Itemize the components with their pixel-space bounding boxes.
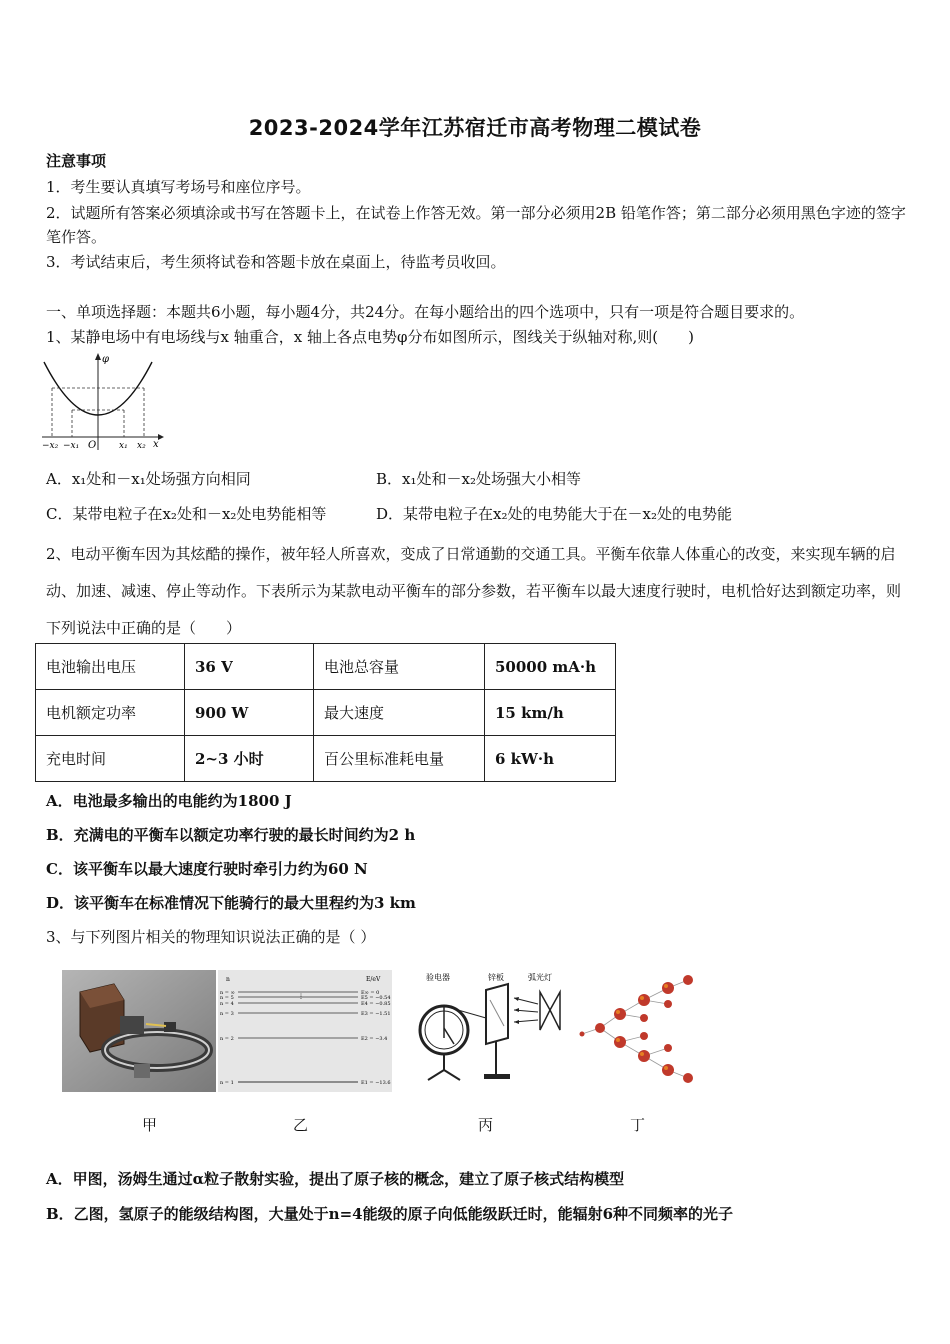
table-row	[36, 644, 616, 690]
energy-unit: E/eV	[366, 976, 381, 983]
n-header: n	[226, 976, 230, 983]
q1-option-a: A．x₁处和－x₁处场强方向相同	[46, 470, 251, 488]
e5-label: E5 = −0.54	[361, 995, 391, 1001]
table-cell: 百公里标准耗电量	[314, 736, 485, 782]
n5-label: n = 5	[220, 995, 234, 1001]
table-cell: 电机额定功率	[36, 690, 185, 736]
q2-option-a: A．电池最多输出的电能约为1800 J	[46, 792, 292, 810]
fig-ding-chain-reaction	[574, 970, 698, 1092]
e4-label: E4 = −0.85	[361, 1001, 391, 1007]
n4-label: n = 4	[220, 1001, 234, 1007]
table-cell: 充电时间	[36, 736, 185, 782]
fig-bing-photoelectric	[410, 970, 580, 1092]
table-row	[36, 736, 616, 782]
neg-x2-label: −x₂	[42, 441, 59, 451]
caption-bing: 丙	[478, 1116, 494, 1134]
table-cell: 36 V	[185, 644, 314, 690]
q2-option-c: C．该平衡车以最大速度行驶时牵引力约为60 N	[46, 860, 368, 878]
y-axis-arrow	[95, 353, 101, 360]
q1-option-b: B．x₁处和－x₂处场强大小相等	[376, 470, 581, 488]
caption-jia: 甲	[142, 1116, 158, 1134]
table-cell: 6 kW·h	[485, 736, 616, 782]
phi-label: φ	[102, 354, 110, 365]
table-cell: 最大速度	[314, 690, 485, 736]
q3-option-b: B．乙图，氢原子的能级结构图，大量处于n=4能级的原子向低能级跃迁时，能辐射6种不同频率的光子	[46, 1205, 734, 1223]
x-label: x	[153, 439, 159, 450]
table-cell: 15 km/h	[485, 690, 616, 736]
caption-ding: 丁	[630, 1116, 646, 1134]
table-cell: 50000 mA·h	[485, 644, 616, 690]
q2-params-table	[35, 643, 616, 782]
table-cell: 电池总容量	[314, 644, 485, 690]
notice-heading: 注意事项	[46, 152, 107, 170]
x-axis-arrow	[158, 434, 164, 440]
plate-label: 锌板	[488, 973, 504, 982]
origin-label: O	[88, 440, 97, 451]
n3-label: n = 3	[220, 1011, 234, 1017]
n1-label: n = 1	[220, 1080, 234, 1086]
q2-option-b: B．充满电的平衡车以额定功率行驶的最长时间约为2 h	[46, 826, 416, 844]
neg-x1-label: −x₁	[63, 441, 80, 451]
notice-item-1: 1．考生要认真填写考场号和座位序号。	[46, 178, 311, 196]
table-cell: 900 W	[185, 690, 314, 736]
e2-label: E2 = −3.4	[361, 1036, 388, 1042]
lamp-label: 弧光灯	[528, 973, 552, 982]
electroscope-label: 验电器	[426, 973, 450, 982]
arc-lamp	[540, 992, 550, 1030]
e-inf-label: E∞ = 0	[361, 990, 380, 996]
q1-option-d: D．某带电粒子在x₂处的电势能大于在－x₂处的电势能	[376, 505, 732, 523]
e1-label: E1 = −13.6	[361, 1080, 391, 1086]
e3-label: E3 = −1.51	[361, 1011, 391, 1017]
n-inf-label: n = ∞	[220, 990, 235, 996]
fig-jia-alpha-scattering	[62, 970, 216, 1092]
caption-yi: 乙	[293, 1116, 309, 1134]
q3-stem: 3、与下列图片相关的物理知识说法正确的是（ ）	[46, 928, 376, 946]
notice-item-3: 3．考试结束后，考生须将试卷和答题卡放在桌面上，待监考员收回。	[46, 253, 506, 271]
q2-stem: 2、电动平衡车因为其炫酷的操作，被年轻人所喜欢，变成了日常通勤的交通工具。平衡车依靠人体重心的改变，来实现车辆的启动、加速、减速、停止等动作。下表所示为某款电动平衡车的部分参数，若平衡车以最大速度行驶时，电机恰好达到额定功率，则下列说法中正确的是（ ）	[46, 545, 902, 637]
q1-potential-graph	[42, 350, 164, 452]
q3-option-a: A．甲图，汤姆生通过α粒子散射实验，提出了原子核的概念，建立了原子核式结构模型	[46, 1170, 625, 1188]
table-cell: 2~3 小时	[185, 736, 314, 782]
x2-label: x₂	[137, 441, 146, 451]
table-row	[36, 690, 616, 736]
dots-marker: ⋮	[298, 993, 304, 1000]
q2-option-d: D．该平衡车在标准情况下能骑行的最大里程约为3 km	[46, 894, 416, 912]
n2-label: n = 2	[220, 1036, 234, 1042]
q1-option-c: C．某带电粒子在x₂处和－x₂处电势能相等	[46, 505, 327, 523]
page-title: 2023-2024学年江苏宿迁市高考物理二模试卷	[248, 116, 702, 140]
q1-stem: 1、某静电场中有电场线与x 轴重合，x 轴上各点电势φ分布如图所示，图线关于纵轴对称,则( )	[46, 328, 694, 346]
notice-item-2: 2．试题所有答案必须填涂或书写在答题卡上，在试卷上作答无效。第一部分必须用2B 铅笔作答；第二部分必须用黑色字迹的签字笔作答。	[46, 204, 906, 246]
x1-label: x₁	[119, 441, 128, 451]
fig-yi-energy-levels	[218, 970, 392, 1092]
section-heading: 一、单项选择题：本题共6小题，每小题4分，共24分。在每小题给出的四个选项中，只有一项是符合题目要求的。	[46, 303, 805, 321]
table-cell: 电池输出电压	[36, 644, 185, 690]
